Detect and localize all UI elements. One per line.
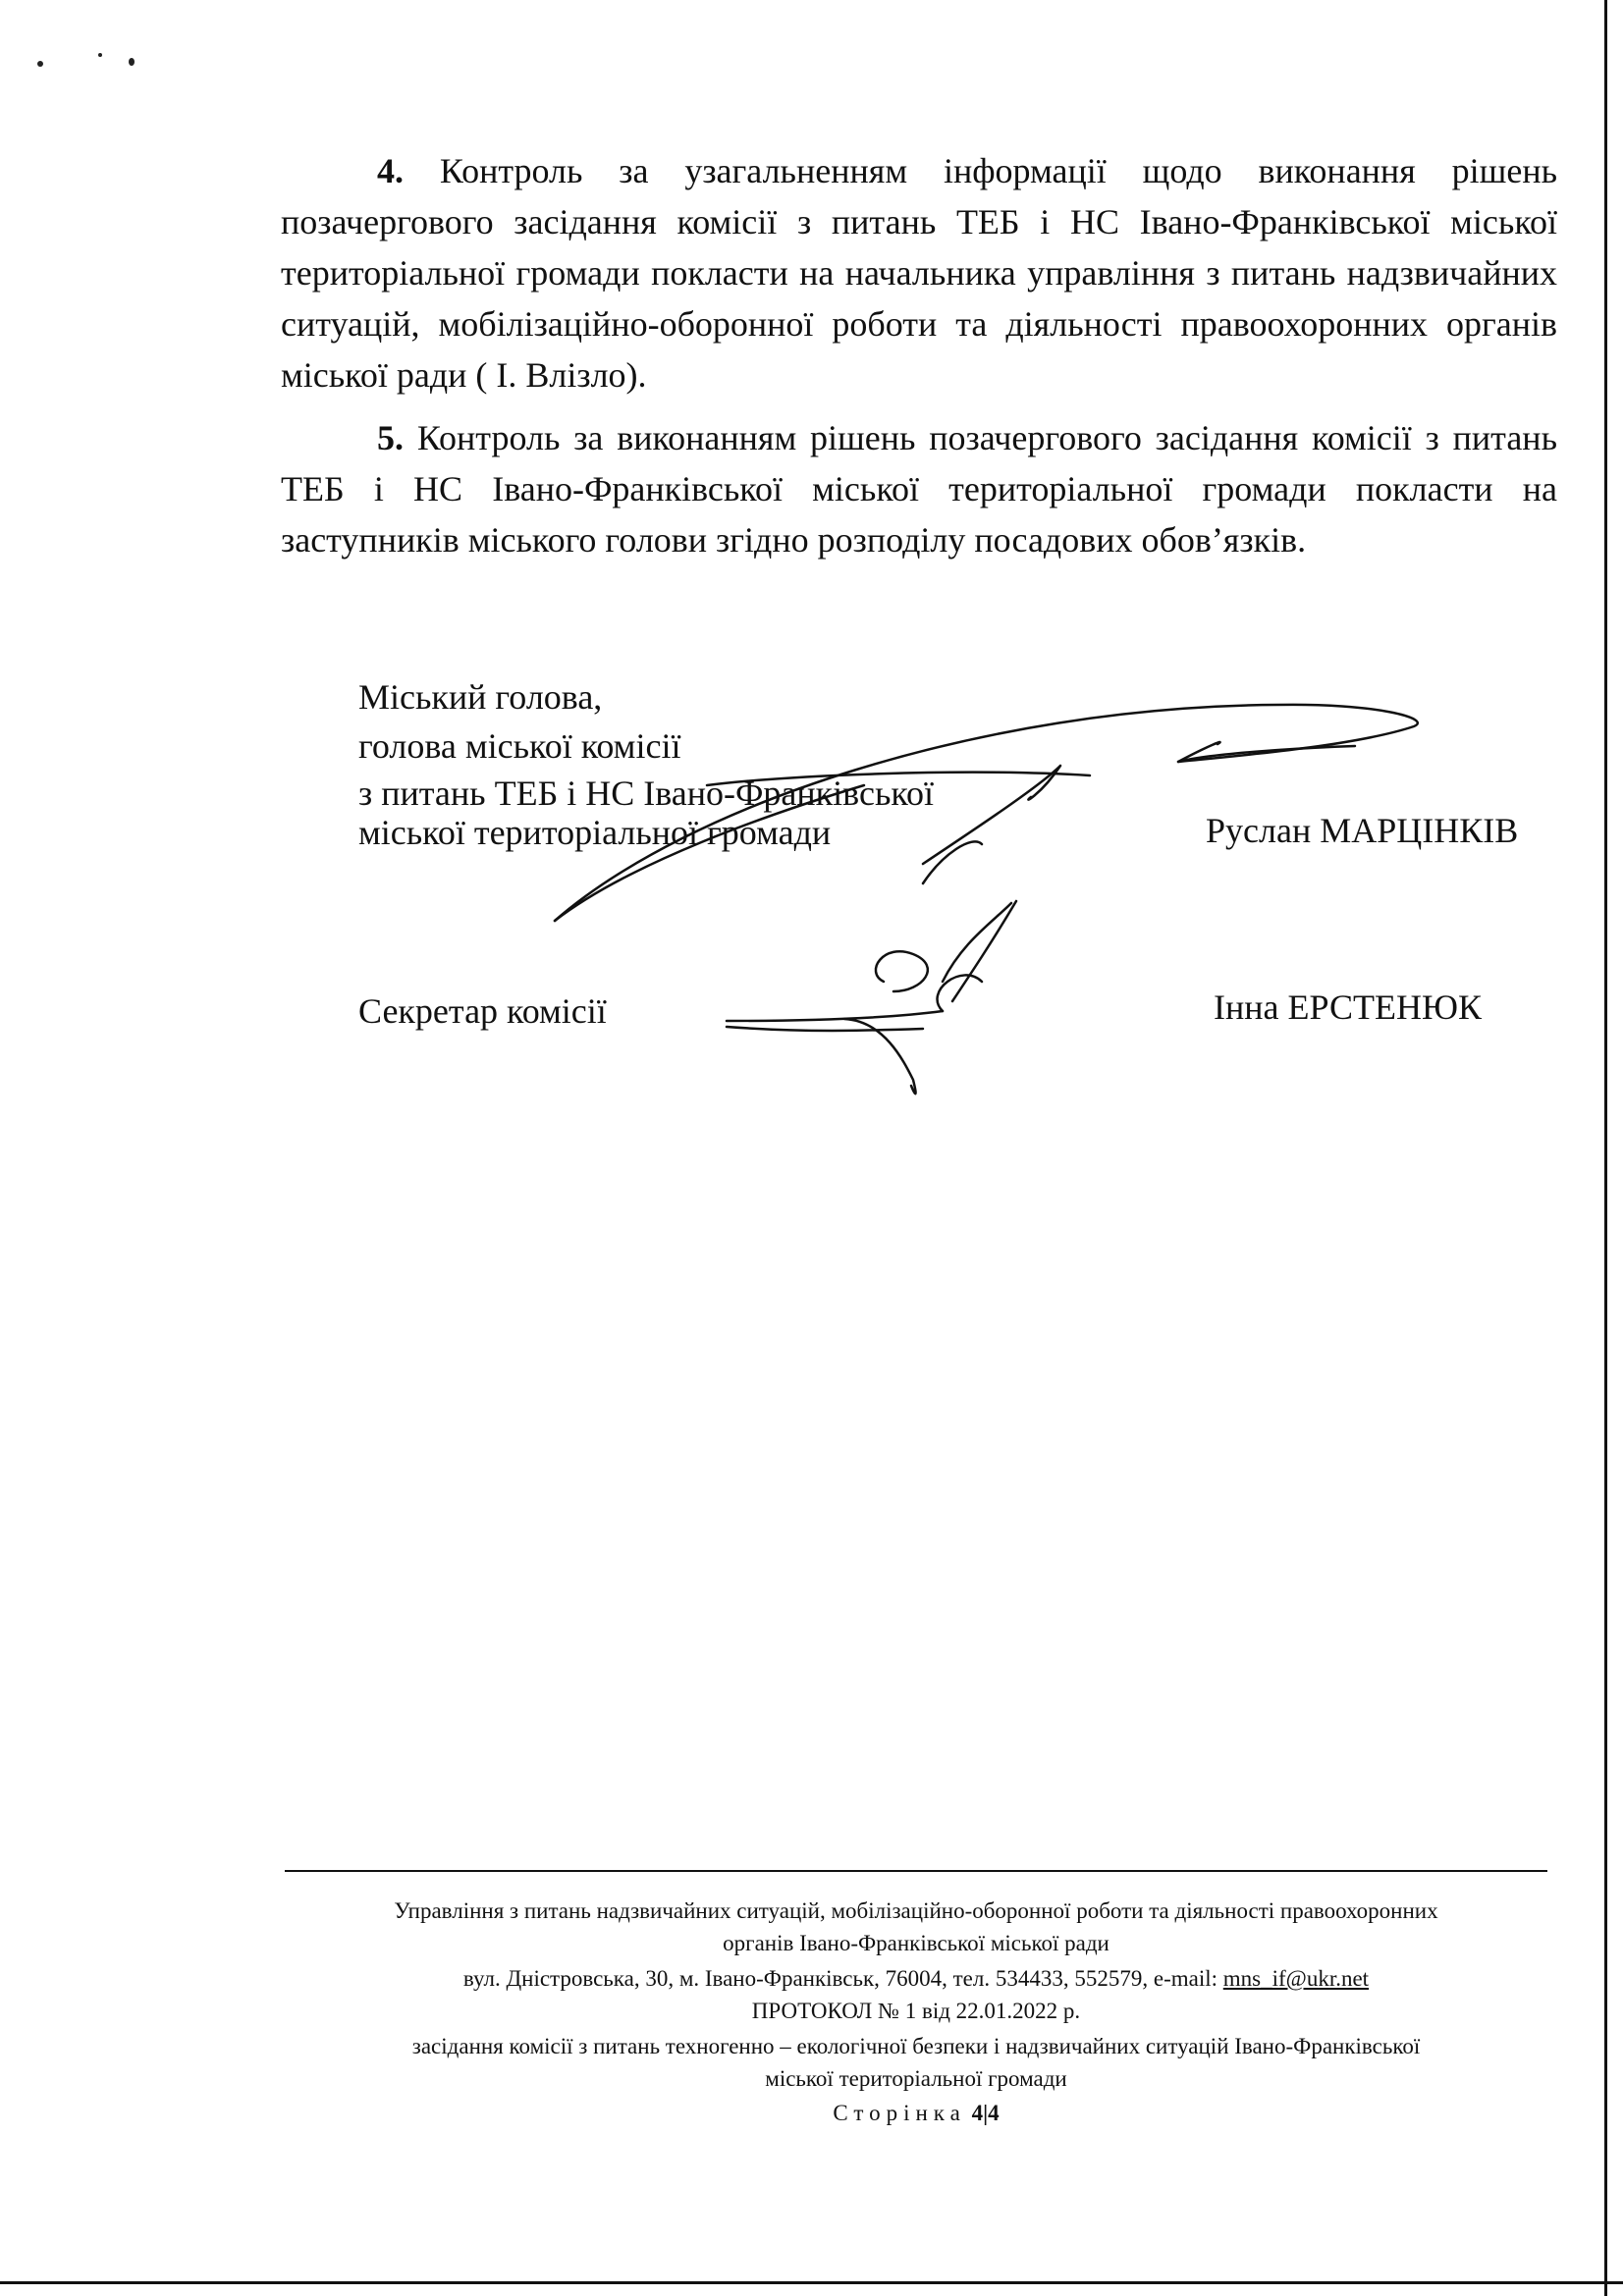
footer-address-text: вул. Дністровська, 30, м. Івано-Франківськ, 76004, тел. 534433, 552579, e-mail: (462, 1966, 1223, 1991)
footer-dept-line: Управління з питань надзвичайних ситуацій, мобілізаційно-оборонної роботи та діяльності правоохоронних (394, 1898, 1438, 1923)
secretary-label: Секретар комісії (358, 991, 607, 1031)
paragraph-number: 4. (377, 151, 404, 190)
mayor-title-line: Міський голова, (358, 677, 603, 717)
footer-email-link[interactable]: mns_if@ukr.net (1222, 1966, 1370, 1991)
page-number: 4|4 (971, 2101, 1000, 2125)
scan-edge-right (1604, 0, 1607, 2296)
footer-divider (285, 1870, 1547, 1872)
mayor-title-line: міської територіальної громади (358, 813, 832, 852)
footer-meeting-line: засідання комісії з питань техногенно – екологічної безпеки і надзвичайних ситуацій Івано-Франківської (411, 2034, 1421, 2058)
page-label: Сторінка (833, 2101, 966, 2125)
paragraph-text: Контроль за узагальненням інформації щодо виконання рішень позачергового засідання комісії з питань ТЕБ і НС Івано-Франківської міської територіальної громади покласти на начальника управління з питань надзвичайних ситуацій, мобілізаційно-оборонної роботи та діяльності правоохоронних органів міської ради ( І. Влізло). (281, 151, 1558, 395)
secretary-name: Інна ЕРСТЕНЮК (1214, 988, 1482, 1027)
mayor-name: Руслан МАРЦІНКІВ (1206, 811, 1519, 850)
paragraph-4 (281, 145, 1557, 400)
footer-dept-line: органів Івано-Франківської міської ради (723, 1931, 1109, 1955)
paragraph-5 (281, 412, 1557, 565)
scan-edge-bottom (0, 2281, 1623, 2284)
scan-speck (37, 61, 43, 67)
footer-meeting-line: міської територіальної громади (765, 2066, 1067, 2091)
footer-address (285, 1962, 1547, 1995)
paragraph-number: 5. (377, 418, 404, 457)
mayor-title-line: з питань ТЕБ і НС Івано-Франківської (358, 774, 935, 813)
scan-speck (129, 58, 135, 66)
footer-protocol: ПРОТОКОЛ № 1 від 22.01.2022 р. (751, 1999, 1081, 2023)
paragraph-text: Контроль за виконанням рішень позачергового засідання комісії з питань ТЕБ і НС Івано-Франківської міської територіальної громади покласти на заступників міського голови згідно розподілу посадових обов’язків. (281, 418, 1557, 560)
scan-speck (98, 53, 102, 57)
footer-page-number (285, 2097, 1547, 2129)
mayor-title-line: голова міської комісії (358, 726, 681, 766)
